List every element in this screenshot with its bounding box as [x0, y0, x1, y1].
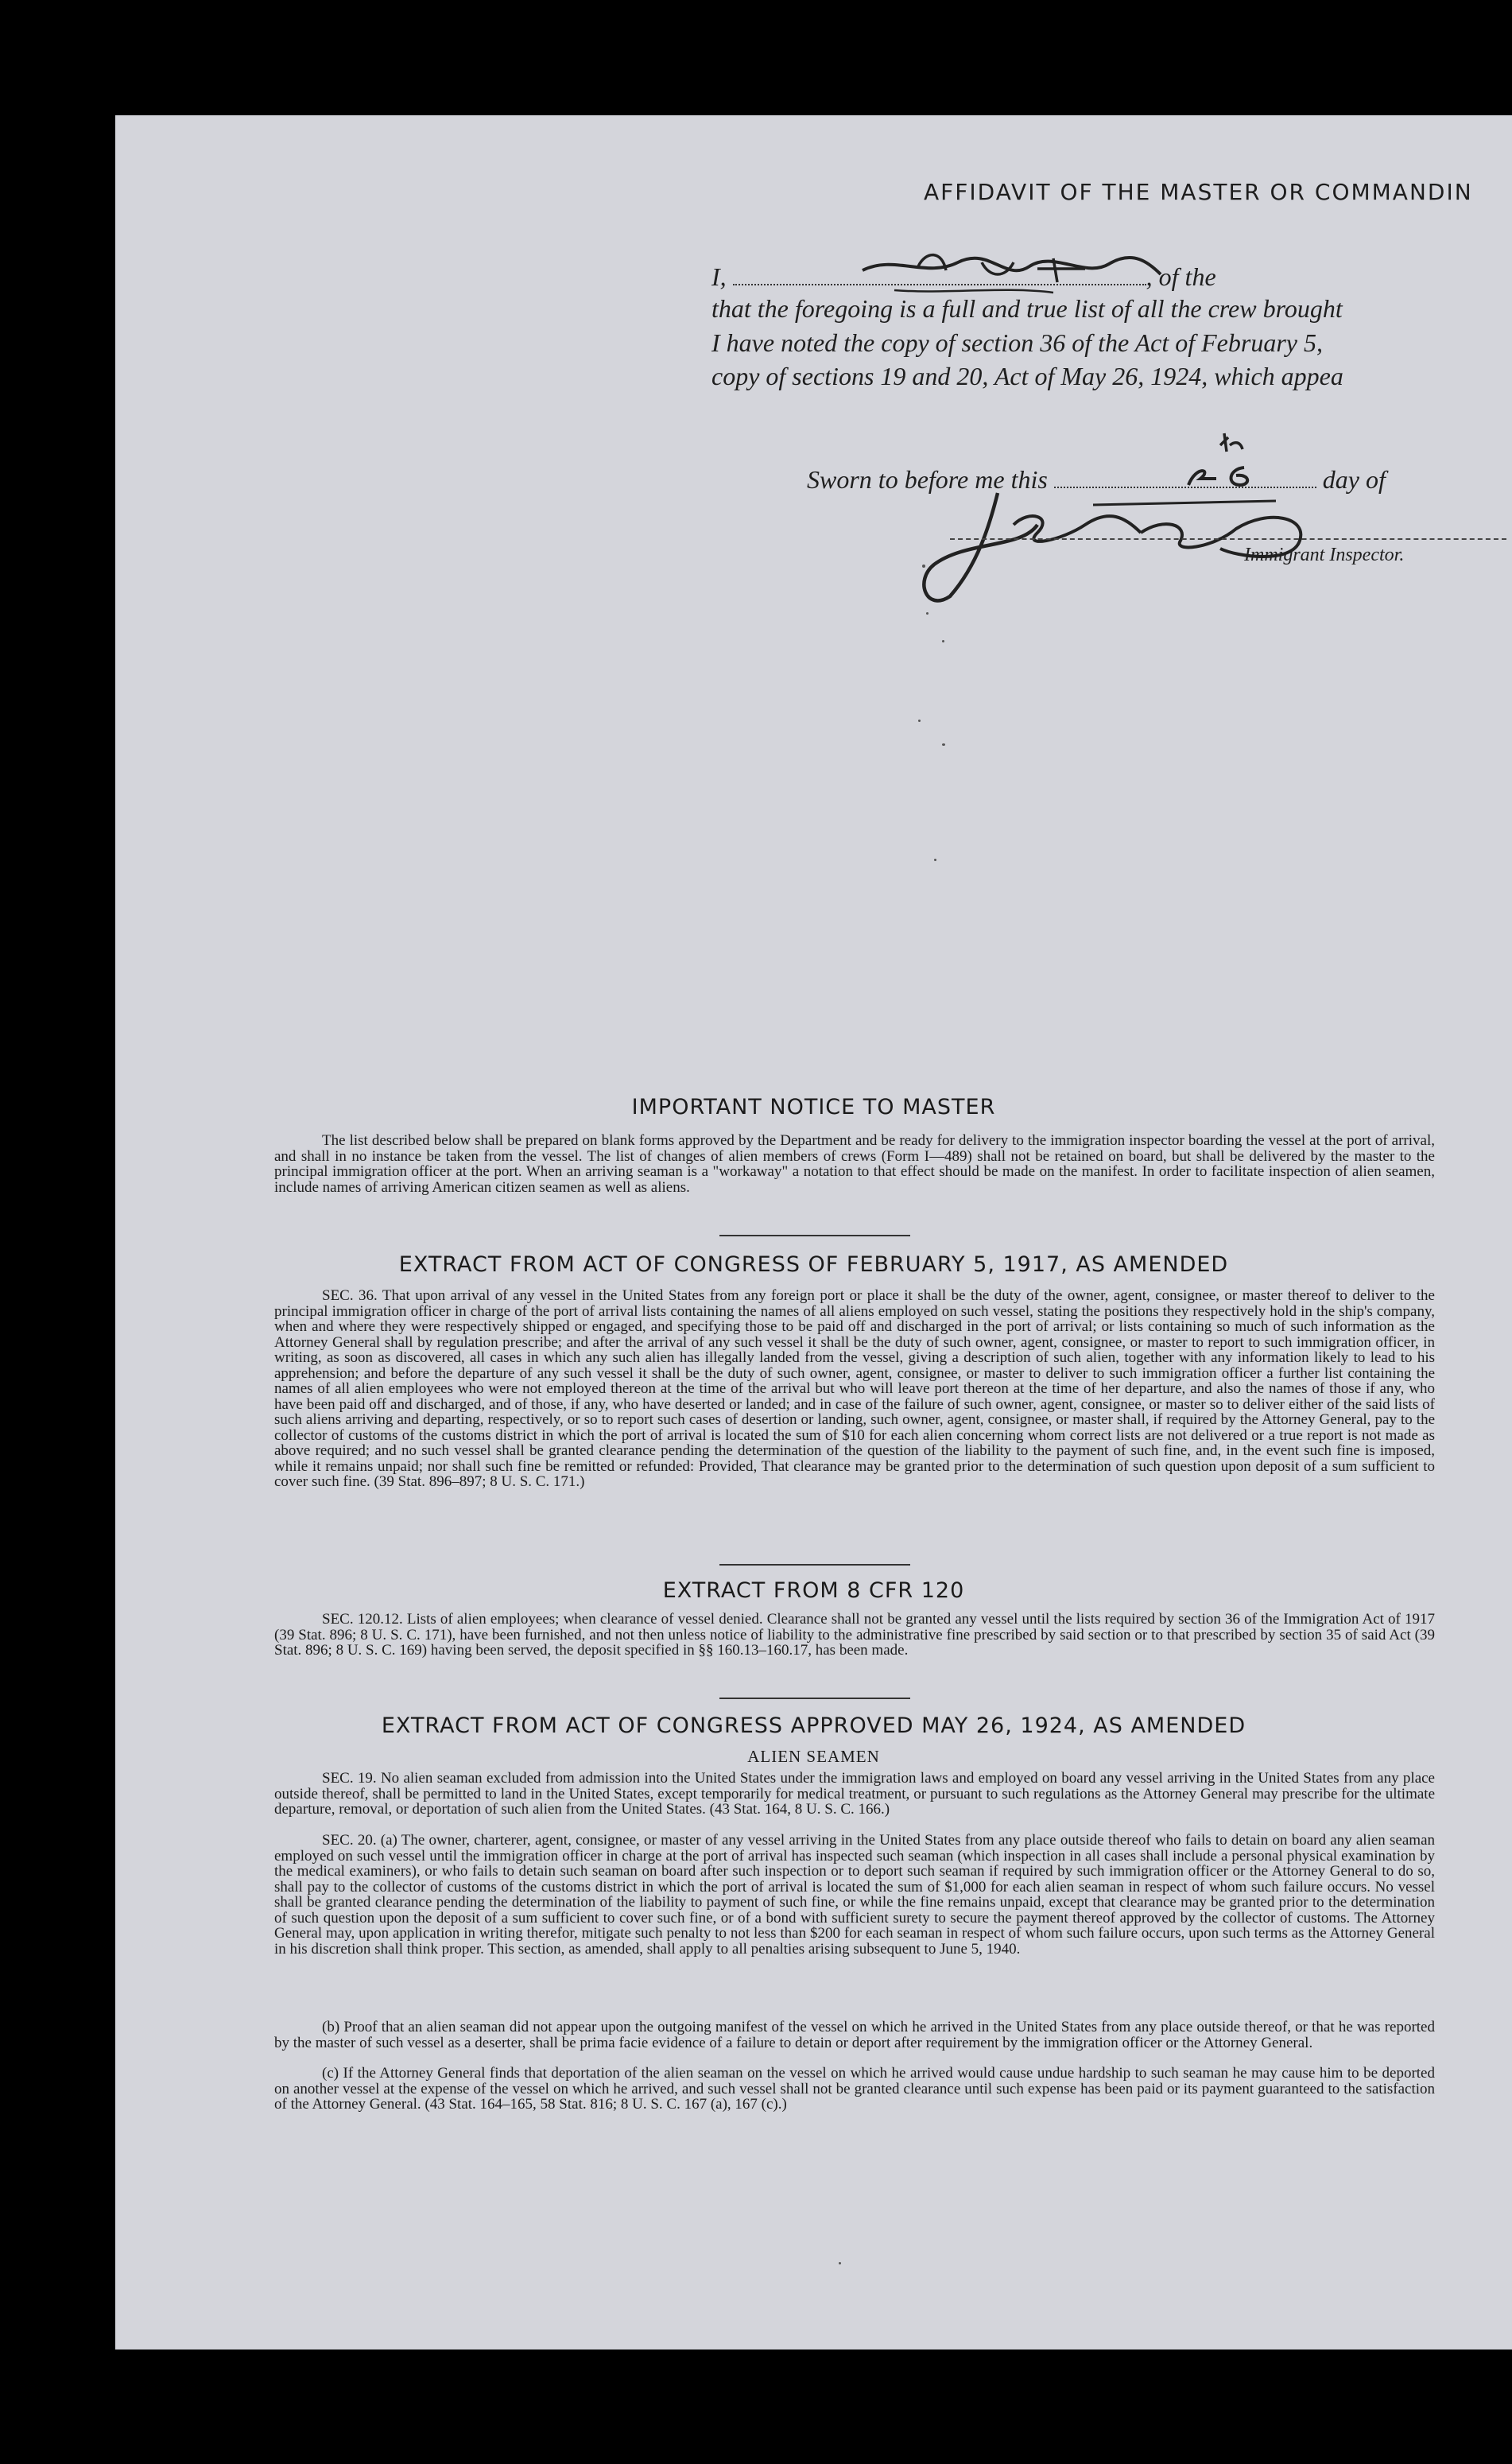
extract-1924-sec20a: SEC. 20. (a) The owner, charterer, agent, consignee, or master of any vessel arriving in the United States from any place outside thereof who fails to detain on board any alien seaman employed on such vessel until the immigration officer in charge at the port of arrival has inspected such seaman (which inspection in all cases shall include a personal physical examination by the medical examiners), or who fails to detain such seaman on board after such inspection or to deport such seaman if required by such immigration officer or the Attorney General to do so, shall pay to the collector of customs of the customs district in which the port of arrival is located the sum of $1,000 for each alien seaman in respect of whom such failure occurs. No vessel shall be granted clearance pending the determination of the liability to payment of such fine, or while the fine remains unpaid, except that clearance may be granted prior to the determination of such question upon the deposit of a sum sufficient to cover such fine, or of a bond with sufficient surety to secure the payment thereof approved by the collector of customs. The Attorney General may, upon application in writing therefor, mitigate such penalty to not less than $200 for each seaman in respect of whom such failure occurs, upon such terms as the Attorney General in his discretion shall think proper. This section, as amended, shall apply to all penalties arising subsequent to June 5, 1940. [274, 1832, 1435, 1958]
affidavit-title: AFFIDAVIT OF THE MASTER OR COMMANDIN [924, 179, 1473, 205]
inspector-label: Immigrant Inspector. [1244, 545, 1405, 565]
alien-seamen-subheading: ALIEN SEAMEN [747, 1747, 880, 1766]
sworn-suffix: day of [1322, 465, 1386, 494]
notice-heading: IMPORTANT NOTICE TO MASTER [631, 1095, 996, 1119]
speck [922, 565, 925, 568]
document-page [115, 115, 1512, 2350]
extract-1924-sec20c: (c) If the Attorney General finds that deportation of the alien seaman on the vessel on which he arrived would cause undue hardship to such seaman he may cause him to be deported on another vessel at the expense of the vessel on which he arrived, and such vessel shall not be granted clearance until such expense has been paid or its payment guaranteed to the satisfaction of the Attorney General. (43 Stat. 164–165, 58 Stat. 816; 8 U. S. C. 167 (a), 167 (c).) [274, 2065, 1435, 2113]
affidavit-line-2: that the foregoing is a full and true list of all the crew brought [711, 294, 1343, 323]
sworn-prefix: Sworn to before me this [807, 465, 1048, 494]
speck [942, 640, 944, 642]
affidavit-line-1-suffix: , of the [1146, 262, 1216, 291]
section-divider [719, 1235, 910, 1236]
extract-1924-sec20b: (b) Proof that an alien seaman did not appear upon the outgoing manifest of the vessel on which he arrived in the United States from any place outside thereof, or that he was reported by the master of such vessel as a deserter, shall be prima facie evidence of a failure to detain or deport after requirement by the immigration officer or the Attorney General. [274, 2019, 1435, 2051]
speck [934, 859, 936, 861]
extract-1924-heading: EXTRACT FROM ACT OF CONGRESS APPROVED MAY 26, 1924, AS AMENDED [381, 1713, 1246, 1738]
section-divider [719, 1698, 910, 1699]
master-handwritten-signature [847, 246, 1181, 302]
inspector-signature-rule [950, 538, 1506, 540]
extract-8cfr-text: SEC. 120.12. Lists of alien employees; when clearance of vessel denied. Clearance shall not be granted any vessel until the lists required by section 36 of the Immigration Act of 1917 (39 Stat. 896; 8 U. S. C. 171), have been furnished, and not then unless notice of liability to the administrative fine prescribed by said section or to that prescribed by section 35 of said Act (39 Stat. 896; 8 U. S. C. 169) having been served, the deposit specified in §§ 160.13–160.17, has been made. [274, 1611, 1435, 1659]
extract-1917-heading: EXTRACT FROM ACT OF CONGRESS OF FEBRUARY 5, 1917, AS AMENDED [398, 1252, 1229, 1277]
affidavit-line-1-prefix: I, [711, 262, 727, 291]
speck [942, 743, 945, 746]
speck [926, 612, 929, 615]
extract-8cfr-heading: EXTRACT FROM 8 CFR 120 [662, 1578, 965, 1603]
affidavit-line-3: I have noted the copy of section 36 of the Act of February 5, [711, 328, 1323, 357]
affidavit-line-4: copy of sections 19 and 20, Act of May 26, 1924, which appea [711, 362, 1343, 390]
extract-1924-sec19: SEC. 19. No alien seaman excluded from admission into the United States under the immigration laws and employed on board any vessel arriving in the United States from any place outside thereof, shall be permitted to land in the United States, except temporarily for medical treatment, or pursuant to such regulations as the Attorney General may prescribe for the ultimate departure, removal, or deportation of such alien from the United States. (43 Stat. 164, 8 U. S. C. 166.) [274, 1770, 1435, 1818]
speck [839, 2262, 841, 2264]
notice-text: The list described below shall be prepared on blank forms approved by the Department and be ready for delivery to the immigration inspector boarding the vessel at the port of arrival, and shall in no instance be taken from the vessel. The list of changes of alien members of crews (Form I—489) shall not be retained on board, but shall be delivered by the master to the principal immigration officer at the port. When an arriving seaman is a "workaway" a notation to that effect should be made on the manifest. In order to facilitate inspection of alien seamen, include names of arriving American citizen seamen as well as aliens. [274, 1132, 1435, 1196]
speck [918, 720, 921, 722]
extract-1917-text: SEC. 36. That upon arrival of any vessel in the United States from any foreign port or place it shall be the duty of the owner, agent, consignee, or master thereof to deliver to the principal immigration officer in charge of the port of arrival lists containing the names of all aliens employed on such vessel, stating the positions they respectively hold in the ship's company, when and where they were respectively shipped or engaged, and specifying those to be paid off and discharged in the port of arrival; or lists containing so much of such information as the Attorney General shall by regulation prescribe; and after the arrival of any such vessel it shall be the duty of such owner, agent, consignee, or master to report to such immigration officer, in writing, as soon as discovered, all cases in which any such alien has illegally landed from the vessel, giving a description of such alien, together with any information likely to lead to his apprehension; and before the departure of any such vessel it shall be the duty of such owner, agent, consignee, or master to deliver to such immigration officer a further list containing the names of all alien employees who were not employed thereon at the time of the arrival but who will leave port thereon at the time of her departure, and also the names of those if any, who have been paid off and discharged, and of those, if any, who have deserted or landed; and in case of the failure of such owner, agent, consignee, or master so to deliver either of the said lists of such aliens arriving and departing, respectively, or so to report such cases of desertion or landing, such owner, agent, consignee, or master shall, if required by the Attorney General, pay to the collector of customs of the customs district in which the port of arrival is located the sum of $10 for each alien concerning whom correct lists are not delivered or a true report is not made as above required; and no such vessel shall be granted clearance pending the determination of the question of the liability to the payment of such fine, and, in the event such fine is imposed, while it remains unpaid; nor shall such fine be remitted or refunded: Provided, That clearance may be granted prior to the determination of such question upon deposit of a sum sufficient to cover such fine. (39 Stat. 896–897; 8 U. S. C. 171.) [274, 1287, 1435, 1490]
section-divider [719, 1564, 910, 1566]
